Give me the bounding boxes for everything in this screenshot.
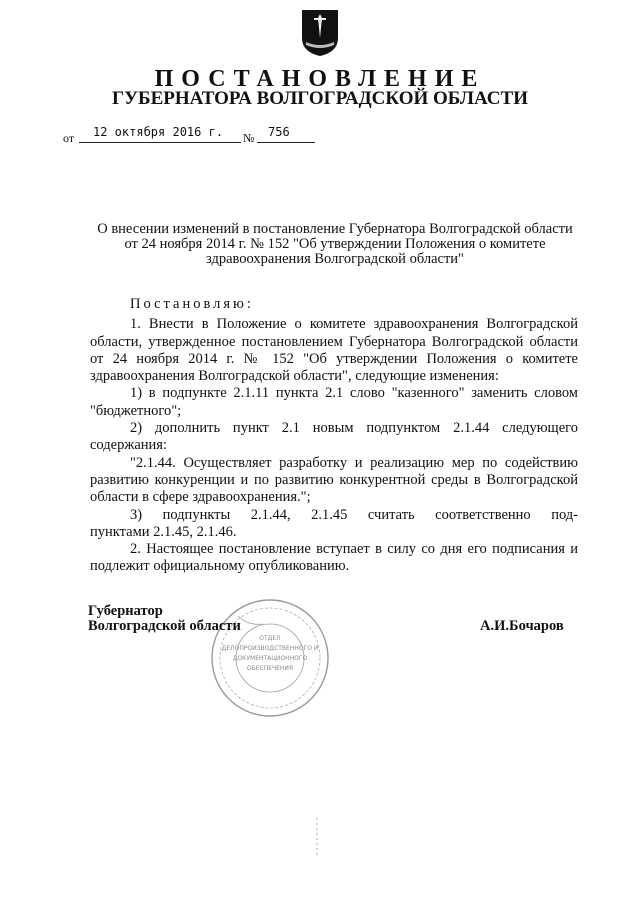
heading-line-2: от 24 ноября 2014 г. № 152 "Об утверждении Положения о комитете bbox=[124, 236, 546, 252]
subparagraph-1: 1) в подпункте 2.1.11 пункта 2.1 слово "казенного" заменить словом "бюджетного"; bbox=[90, 385, 578, 419]
subparagraph-3-line-1: 3) подпункты 2.1.44, 2.1.45 считать соответственно под- bbox=[130, 506, 578, 523]
signature-title-line-1: Губернатор bbox=[88, 603, 163, 619]
date-value: 12 октября 2016 г. bbox=[93, 125, 224, 139]
document-body bbox=[90, 296, 578, 576]
signature-title-line-2: Волгоградской области bbox=[88, 618, 241, 634]
heading-line-1: О внесении изменений в постановление Губернатора Волгоградской области bbox=[97, 221, 573, 237]
date-from-label: от bbox=[63, 131, 75, 145]
number-label: № bbox=[243, 131, 255, 145]
subparagraph-3-line-2: пунктами 2.1.45, 2.1.46. bbox=[90, 523, 237, 540]
document-heading bbox=[90, 222, 580, 267]
heading-line-3: здравоохранения Волгоградской области" bbox=[206, 251, 464, 267]
resolution-intro: Постановляю: bbox=[130, 296, 254, 312]
subparagraph-2: 2) дополнить пункт 2.1 новым подпунктом 2.1.44 следующего содержания: bbox=[90, 420, 578, 454]
stamp-line-2: ДЕЛОПРОИЗВОДСТВЕННОГО И bbox=[221, 645, 319, 652]
stamp-line-3: ДОКУМЕНТАЦИОННОГО bbox=[232, 655, 308, 662]
margin-mark bbox=[315, 818, 319, 858]
stamp-line-4: ОБЕСПЕЧЕНИЯ bbox=[246, 665, 294, 672]
paragraph-2: 2. Настоящее постановление вступает в силу со дня его подписания и подлежит официальному опубликованию. bbox=[90, 541, 578, 575]
coat-of-arms-icon bbox=[300, 8, 340, 58]
number-underline bbox=[257, 142, 315, 143]
date-number-row bbox=[63, 125, 363, 147]
signatory-name: А.И.Бочаров bbox=[480, 618, 564, 634]
paragraph-1: 1. Внести в Положение о комитете здравоохранения Волгоградской области, утвержденное постановлением Губернатора Волгоградской области от 24 ноября 2014 г. № 152 "Об утверждении Положения о комитете здравоохранения Волгоградской области", следующие изменения: bbox=[90, 316, 578, 385]
date-underline bbox=[79, 142, 241, 143]
quoted-subparagraph: "2.1.44. Осуществляет разработку и реализацию мер по содействию развитию конкуренции и по развитию конкурентной среды в Волгоградской области в сфере здравоохранения."; bbox=[90, 454, 578, 506]
document-subtitle: ГУБЕРНАТОРА ВОЛГОГРАДСКОЙ ОБЛАСТИ bbox=[112, 88, 528, 109]
signature-title bbox=[88, 604, 241, 634]
number-value: 756 bbox=[268, 125, 290, 139]
stamp-line-1: ОТДЕЛ bbox=[259, 635, 281, 642]
document-title: ПОСТАНОВЛЕНИЕ bbox=[154, 66, 486, 92]
